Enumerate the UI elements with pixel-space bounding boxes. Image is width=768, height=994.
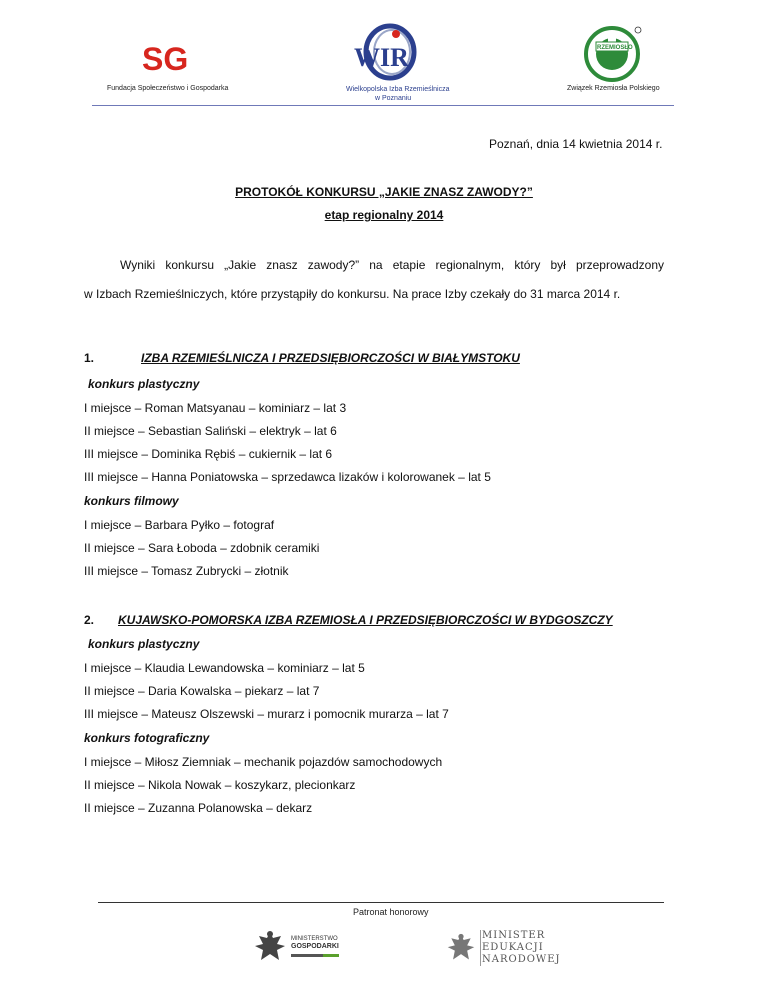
logo-sg (140, 38, 190, 78)
list-item: III miejsce – Mateusz Olszewski – murarz i pomocnik murarza – lat 7 (84, 707, 449, 721)
header-rule (92, 105, 674, 106)
intro-line-2: w Izbach Rzemieślniczych, które przystąpiły do konkursu. Na prace Izby czekały do 31 marca 2014 r. (84, 287, 621, 301)
list-item: II miejsce – Nikola Nowak – koszykarz, plecionkarz (84, 778, 356, 792)
section-1-group-1-label: konkurs plastyczny (88, 377, 200, 391)
section-2-number: 2. (84, 613, 95, 627)
list-item: II miejsce – Sara Łoboda – zdobnik ceramiki (84, 541, 320, 555)
ministry-economy-line2: GOSPODARKI (291, 943, 339, 950)
logo-wir (352, 22, 422, 82)
document-title: PROTOKÓŁ KONKURSU „JAKIE ZNASZ ZAWODY?” (235, 185, 533, 199)
logo-sg-label: Fundacja Społeczeństwo i Gospodarka (107, 85, 229, 92)
section-1-number: 1. (84, 351, 95, 365)
logo-rzemioslo-label: Związek Rzemiosła Polskiego (567, 85, 660, 92)
section-2-group-2-label: konkurs fotograficzny (84, 731, 210, 745)
list-item: I miejsce – Klaudia Lewandowska – kominiarz – lat 5 (84, 661, 365, 675)
section-2-group-1-label: konkurs plastyczny (88, 637, 200, 651)
list-item: III miejsce – Dominika Rębiś – cukiernik – lat 6 (84, 447, 333, 461)
list-item: I miejsce – Roman Matsyanau – kominiarz – lat 3 (84, 401, 347, 415)
minister-education-logo (446, 928, 566, 972)
list-item: II miejsce – Daria Kowalska – piekarz – lat 7 (84, 684, 320, 698)
intro-line-1: Wyniki konkursu „Jakie znasz zawody?” na etapie regionalnym, który był przeprowadzony (120, 258, 664, 272)
svg-text:WIR: WIR (354, 43, 409, 72)
svg-text:RZEMIOSŁO: RZEMIOSŁO (597, 45, 633, 51)
minister-edu-line1: MINISTER (482, 930, 546, 941)
logo-wir-label-2: w Poznaniu (375, 95, 412, 102)
list-item: I miejsce – Miłosz Ziemniak – mechanik pojazdów samochodowych (84, 755, 443, 769)
eagle-icon (446, 930, 476, 966)
list-item: I miejsce – Barbara Pyłko – fotograf (84, 518, 275, 532)
minister-edu-line3: NARODOWEJ (482, 954, 561, 965)
svg-text:SG: SG (142, 41, 189, 77)
rzemioslo-logo-icon (584, 24, 646, 82)
place-date: Poznań, dnia 14 kwietnia 2014 r. (489, 137, 663, 151)
list-item: II miejsce – Zuzanna Polanowska – dekarz (84, 801, 313, 815)
sg-logo-icon (140, 38, 190, 78)
section-1-heading: IZBA RZEMIEŚLNICZA I PRZEDSIĘBIORCZOŚCI W BIAŁYMSTOKU (141, 351, 520, 365)
ministry-economy-line1: MINISTERSTWO (291, 936, 338, 942)
logo-wir-label-1: Wielkopolska Izba Rzemieślnicza (346, 86, 450, 93)
list-item: III miejsce – Tomasz Zubrycki – złotnik (84, 564, 289, 578)
section-1-group-2-label: konkurs filmowy (84, 494, 179, 508)
minister-education-divider (480, 930, 481, 966)
footer-rule (98, 902, 664, 903)
logo-rzemioslo (584, 24, 646, 82)
ministry-economy-logo (253, 928, 348, 968)
document-subtitle: etap regionalny 2014 (324, 208, 444, 222)
ministry-economy-bar-accent (323, 954, 339, 957)
wir-logo-icon (352, 22, 422, 82)
minister-edu-line2: EDUKACJI (482, 942, 544, 953)
list-item: III miejsce – Hanna Poniatowska – sprzedawca lizaków i kolorowanek – lat 5 (84, 470, 491, 484)
list-item: II miejsce – Sebastian Saliński – elektryk – lat 6 (84, 424, 337, 438)
patronat-label: Patronat honorowy (353, 907, 429, 917)
section-2-heading: KUJAWSKO-POMORSKA IZBA RZEMIOSŁA I PRZEDSIĘBIORCZOŚCI W BYDGOSZCZY (118, 613, 613, 627)
eagle-icon (253, 928, 287, 966)
